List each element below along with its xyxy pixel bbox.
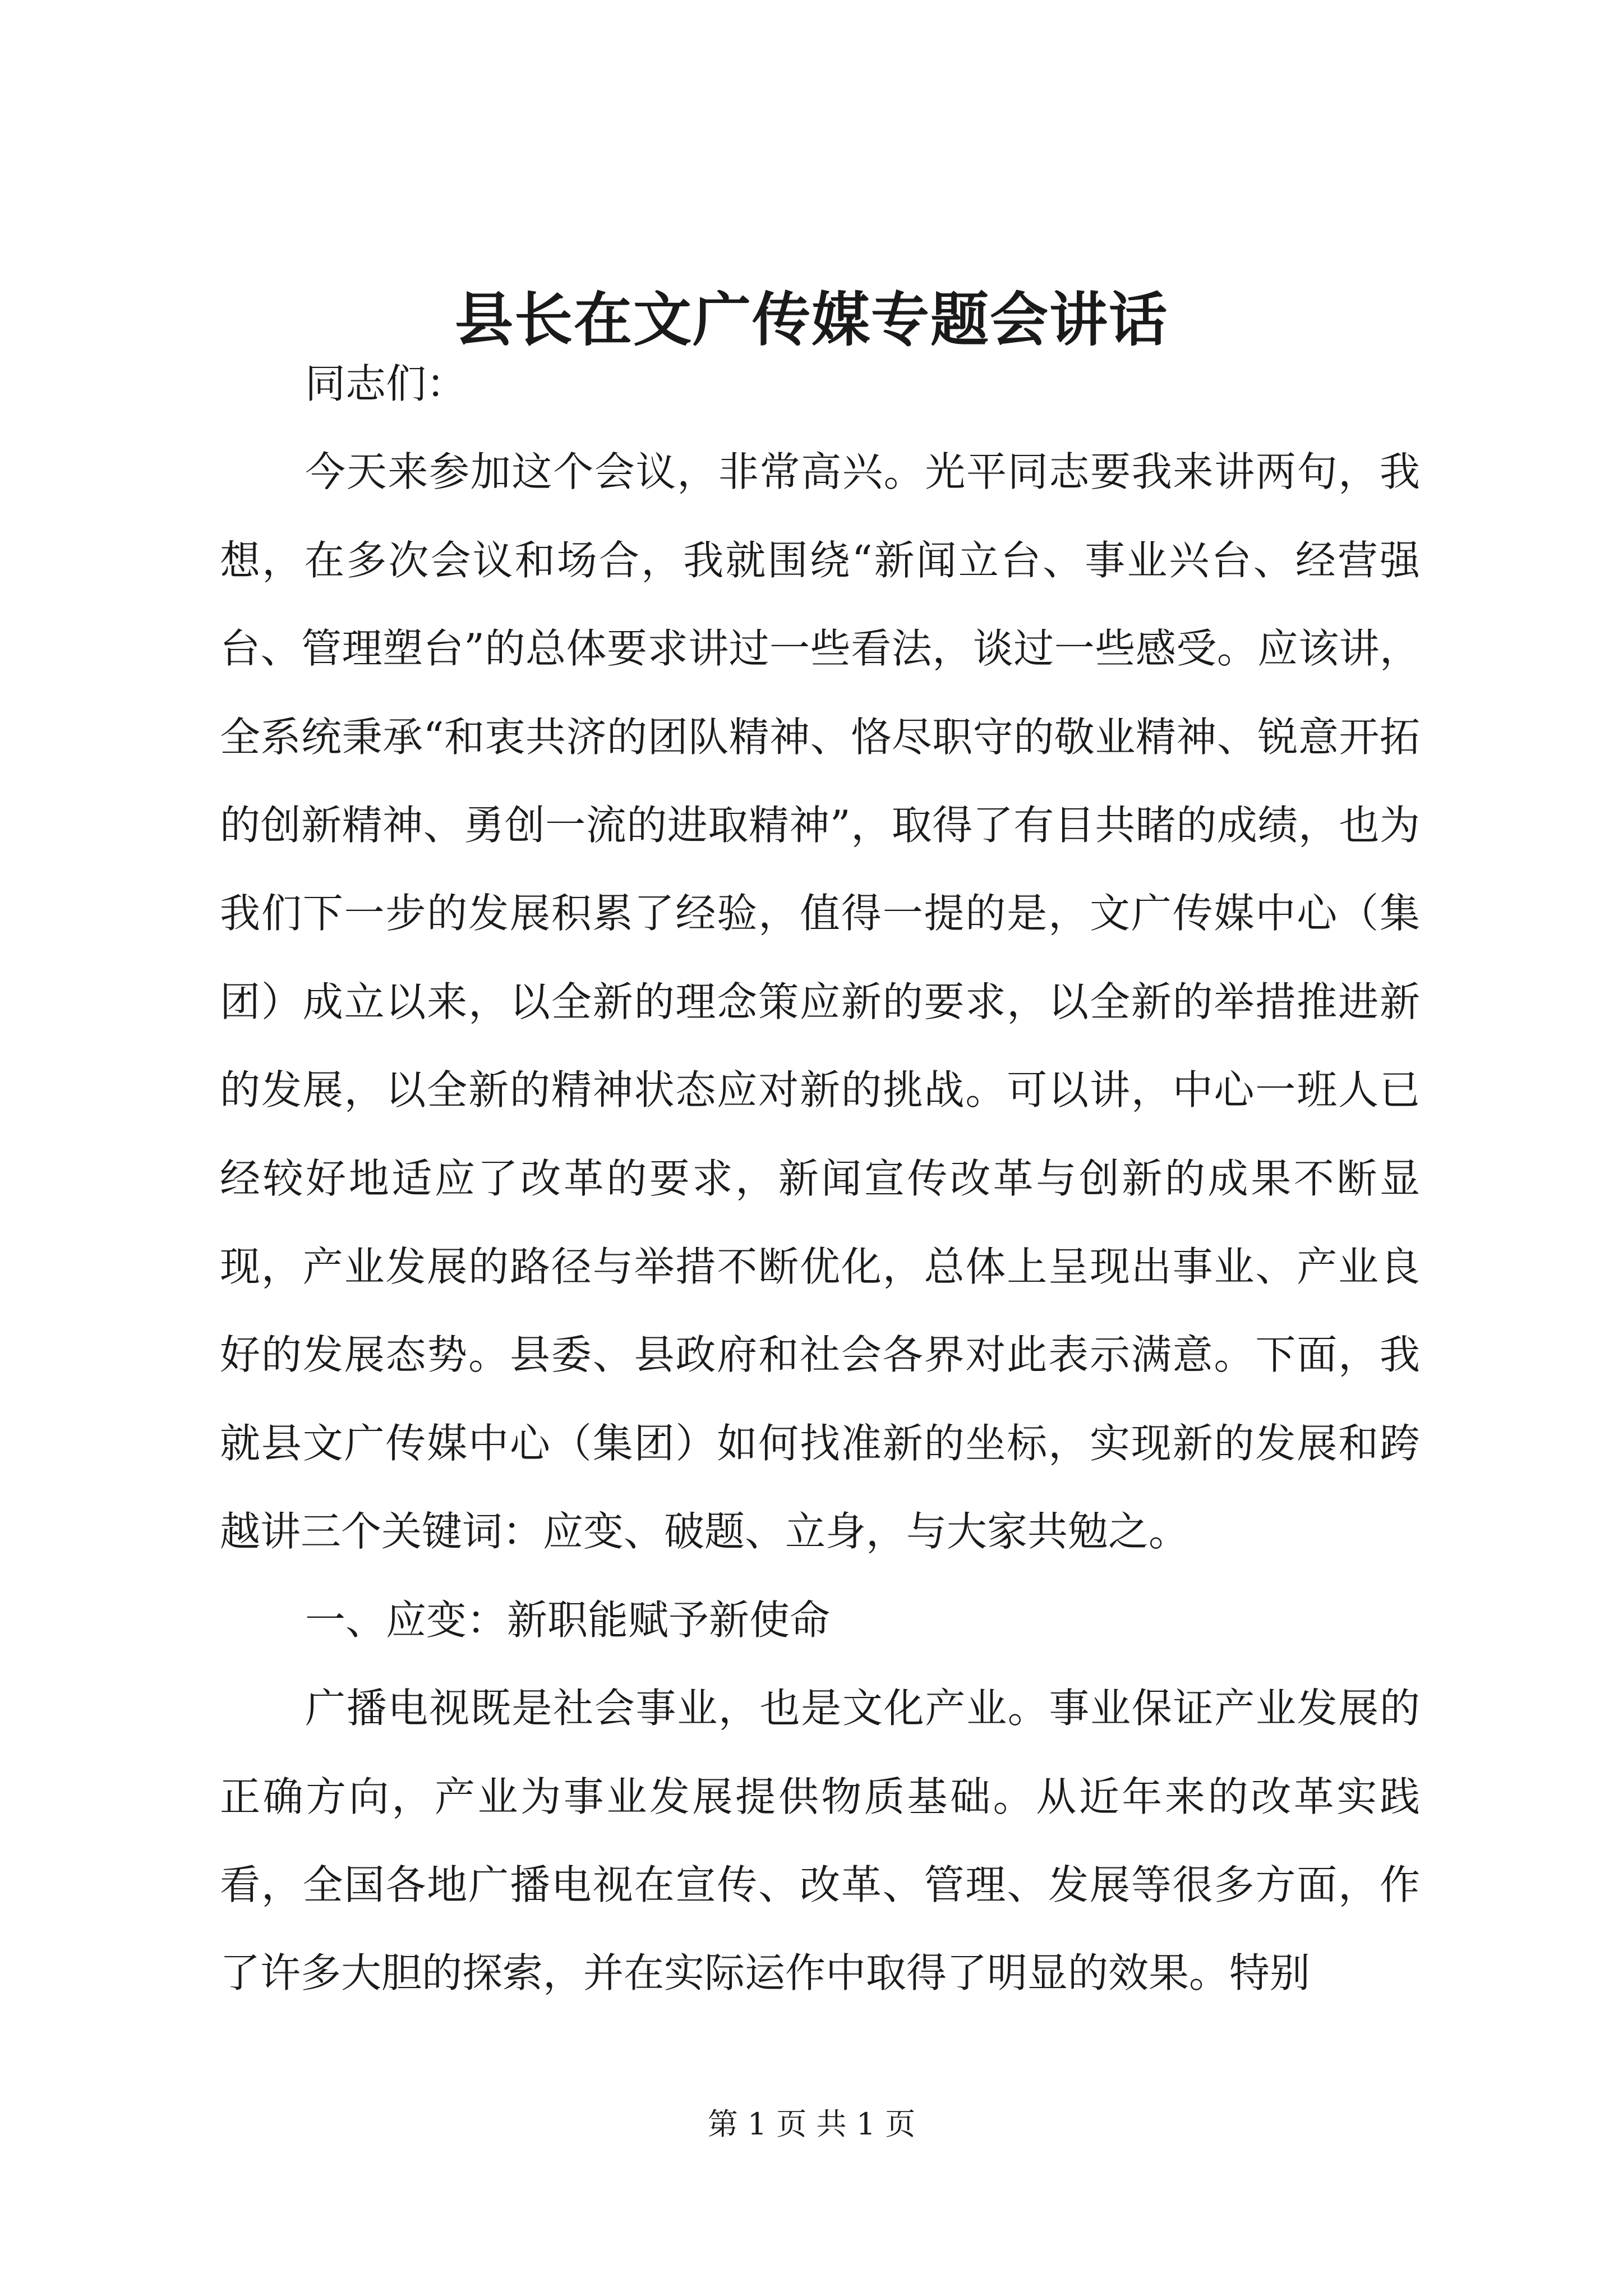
body-paragraph: 今天来参加这个会议，非常高兴。光平同志要我来讲两句，我想，在多次会议和场合，我就围绕“新闻立台、事业兴台、经营强台、管理塑台”的总体要求讲过一些看法，谈过一些感受。应该讲，全系统秉承“和衷共济的团队精神、恪尽职守的敬业精神、锐意开拓的创新精神、勇创一流的进取精神”，取得了有目共睹的成绩，也为我们下一步的发展积累了经验，值得一提的是，文广传媒中心（集团）成立以来，以全新的理念策应新的要求，以全新的举措推进新的发展，以全新的精神状态应对新的挑战。可以讲，中心一班人已经较好地适应了改革的要求，新闻宣传改革与创新的成果不断显现，产业发展的路径与举措不断优化，总体上呈现出事业、产业良好的发展态势。县委、县政府和社会各界对此表示满意。下面，我就县文广传媒中心（集团）如何找准新的坐标，实现新的发展和跨越讲三个关键词：应变、破题、立身，与大家共勉之。 [220,448,1420,1556]
document-title: 县长在文广传媒专题会讲话 [454,285,1168,354]
body-paragraph: 广播电视既是社会事业，也是文化产业。事业保证产业发展的正确方向，产业为事业发展提供物质基础。从近年来的改革实践看，全国各地广播电视在宣传、改革、管理、发展等很多方面，作了许多大胆的探索，并在实际运作中取得了明显的效果。特别 [220,1685,1420,1997]
page-footer: 第 1 页 共 1 页 [707,2106,916,2142]
salutation: 同志们： [305,360,467,407]
section-heading: 一、应变：新职能赋予新使命 [305,1596,831,1644]
document-body [220,340,1420,2018]
